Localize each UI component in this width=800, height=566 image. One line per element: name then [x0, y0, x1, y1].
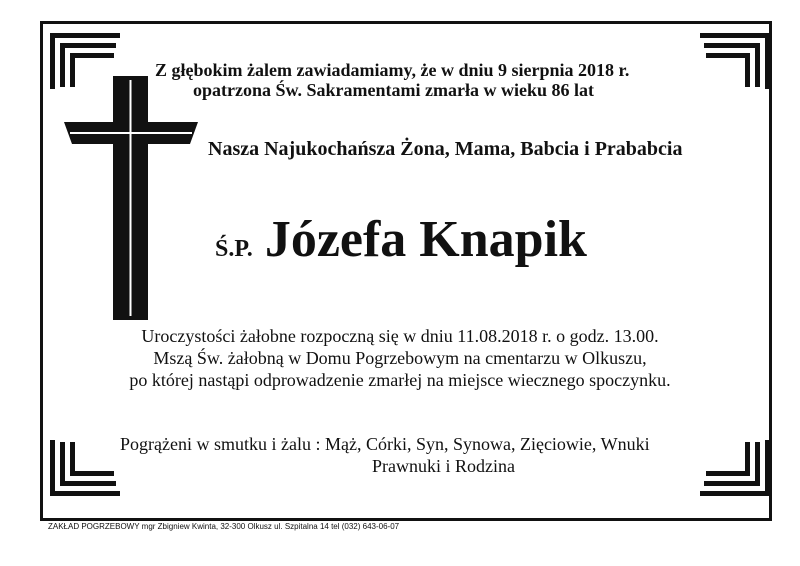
- intro-line-2: opatrzona Św. Sakramentami zmarła w wieku 86 lat: [193, 80, 594, 100]
- corner-ornament-icon: [700, 33, 770, 89]
- deceased-name: Józefa Knapik: [264, 211, 587, 268]
- mourners-line-1: Pogrążeni w smutku i żalu : Mąż, Córki, Syn, Synowa, Zięciowie, Wnuki: [120, 434, 650, 454]
- name-prefix: Ś.P.: [215, 236, 253, 262]
- intro-line-1: Z głębokim żalem zawiadamiamy, że w dniu 9 sierpnia 2018 r.: [155, 60, 630, 80]
- corner-ornament-icon: [700, 440, 770, 496]
- deceased-name-line: [215, 210, 587, 270]
- ceremony-line-1: Uroczystości żałobne rozpoczną się w dniu 11.08.2018 r. o godz. 13.00.: [141, 326, 659, 346]
- corner-ornament-icon: [50, 440, 120, 496]
- relation-line: Nasza Najukochańsza Żona, Mama, Babcia i Prababcia: [208, 138, 683, 160]
- ceremony-line-2: Mszą Św. żałobną w Domu Pogrzebowym na cmentarzu w Olkuszu,: [153, 348, 647, 368]
- mourners-line-2: Prawnuki i Rodzina: [372, 456, 515, 476]
- ceremony-line-3: po której nastąpi odprowadzenie zmarłej na miejsce wiecznego spoczynku.: [129, 370, 671, 390]
- latin-cross-icon: [64, 76, 198, 320]
- funeral-home-footer: ZAKŁAD POGRZEBOWY mgr Zbigniew Kwinta, 32-300 Olkusz ul. Szpitalna 14 tel (032) 643-06-07: [48, 522, 400, 531]
